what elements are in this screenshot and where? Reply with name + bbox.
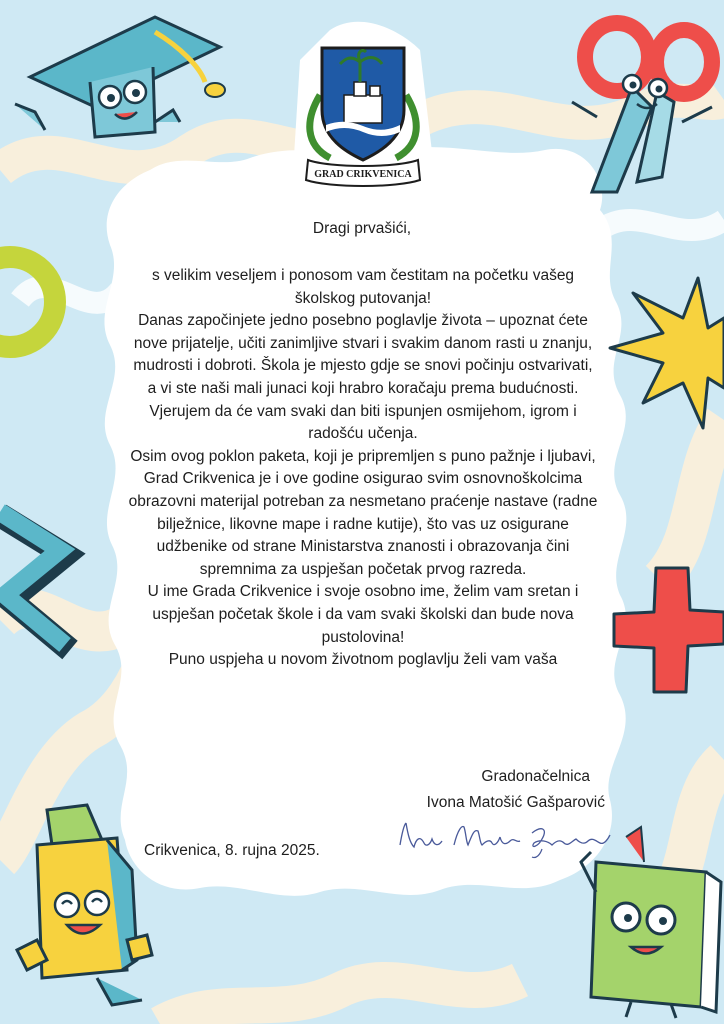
place-and-date: Crikvenica, 8. rujna 2025. [144, 842, 320, 859]
ring-icon [0, 244, 72, 364]
signer-title: Gradonačelnica [481, 768, 590, 785]
zigzag-icon [0, 500, 90, 670]
letter-paragraph: Danas započinjete jedno posebno poglavlje života – upoznat ćete nove prijatelje, učiti zanimljive stvari i svakim danom rasti u znanju, mudrosti i dobroti. Škola je mjesto gdje se snovi počinju ostvarivati, a vi ste naši mali junaci koji hrabro koračaju prema budućnosti. Vjerujem da će vam svaki dan biti ispunjen osmijehom, igrom i radošću učenja. [133, 312, 593, 443]
scissors-mascot-icon [562, 12, 724, 202]
letter-paragraph: Osim ovog poklon paketa, koji je pripremljen s puno pažnje i ljubavi, Grad Crikvenica je i ove godine osigurao svim osnovnoškolcima obrazovni materijal potreban za nesmetano praćenje nastave (radne bilježnice, likovne mape i radne kutije), što vas uz osigurane udžbenike od strane Ministarstva znanosti i obrazovanja čini spremnima za uspješan početak prvog razreda. [128, 447, 598, 578]
crest-banner-text: GRAD CRIKVENICA [314, 169, 412, 180]
letter-paragraph: U ime Grada Crikvenice i svoje osobno ime, želim vam sretan i uspješan početak škole i da vam svaki školski dan bude nova pustolovina! [147, 583, 579, 646]
plus-icon [606, 560, 724, 700]
graduation-cap-mascot-icon [5, 12, 230, 142]
letter-body [128, 265, 598, 672]
greeting: Dragi prvašići, [312, 220, 412, 237]
letter-paragraph: Puno uspjeha u novom životnom poglavlju želi vam vaša [168, 651, 558, 669]
signer-name: Ivona Matošić Gašparović [426, 794, 605, 811]
starburst-icon [608, 268, 724, 434]
marker-mascot-icon [12, 800, 187, 1015]
coat-of-arms-icon [300, 40, 426, 190]
handwritten-signature [392, 815, 614, 863]
letter-paragraph: s velikim veseljem i ponosom vam čestitam na početku vašeg školskog putovanja! [151, 267, 575, 307]
